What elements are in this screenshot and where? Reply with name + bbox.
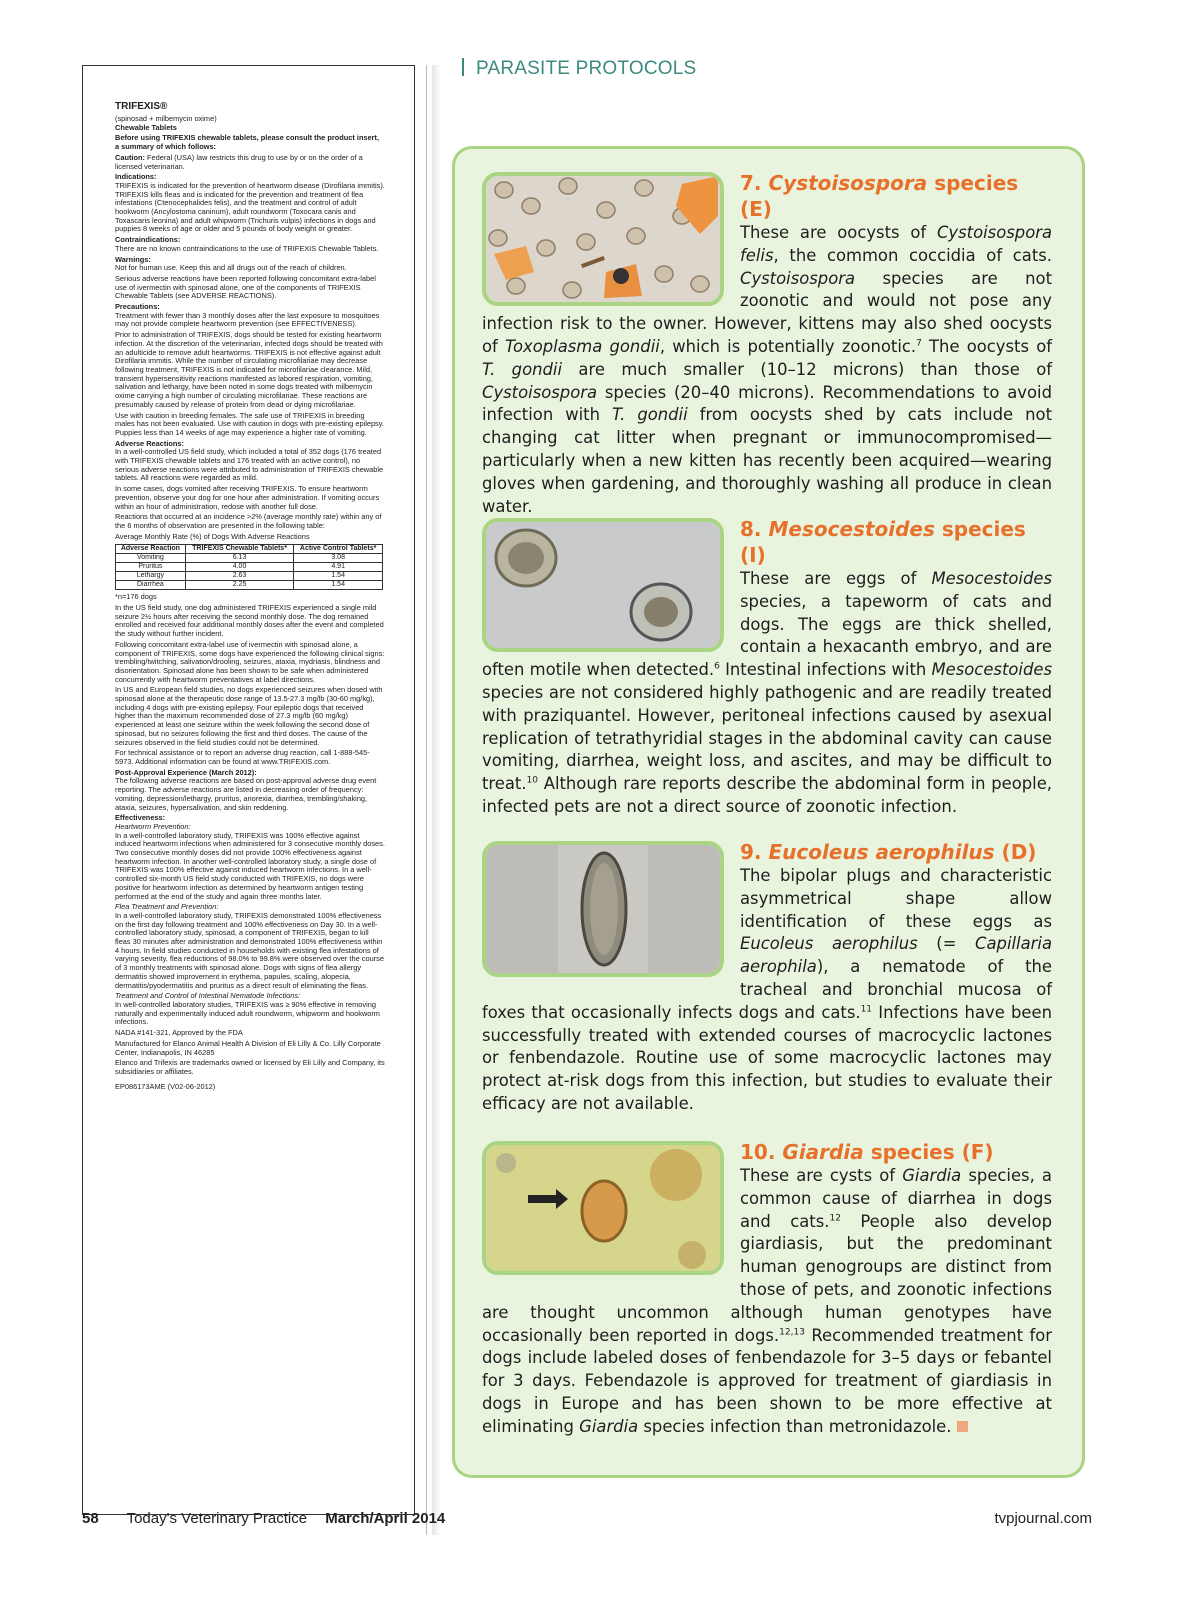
issue-date: March/April 2014 [325, 1510, 446, 1527]
table-cell: Diarrhea [116, 581, 186, 590]
table-cell: 4.00 [185, 563, 294, 572]
pi-precautions-1: Treatment with fewer than 3 monthly doses after the last exposure to mosquitoes may not provide complete heartworm prevention (see EFFECTIVENESS). [115, 310, 380, 329]
pi-nada: NADA #141-321, Approved by the FDA [115, 1028, 243, 1038]
pi-table-note: *n=176 dogs [115, 592, 157, 602]
section-mesocestoides [482, 516, 1052, 819]
prescribing-information-box [82, 65, 415, 1515]
pi-adverse-5: Following concomitant extra-label use of ivermectin with spinosad alone, a component of TRIFEXIS, some dogs have experienced the following clinical signs: trembling/twitching, salivation/drooling, seizures, ataxia, mydriasis, blindness and disorientation. Spinosad alone has been shown to be safe when administered concurrently with heartworm preventatives at label directions. [115, 639, 385, 684]
table-row [116, 563, 383, 572]
pi-warnings-2: Serious adverse reactions have been reported following concomitant extra-label use of ivermectin with spinosad alone, one of the components of TRIFEXIS Chewable Tablets (see ADVERSE REACTIONS). [115, 273, 376, 301]
table-row [116, 572, 383, 581]
section-9-heading: 9. Eucoleus aerophilus (D) [740, 840, 1037, 864]
pi-adverse-1: In a well-controlled US field study, which included a total of 352 dogs (176 treated with TRIFEXIS chewable tablets and 176 treated with an active control), no serious adverse reactions were attributed to administration of TRIFEXIS chewable tablets. All reactions were regarded as mild. [115, 447, 384, 483]
pi-heartworm-heading: Heartworm Prevention: [115, 821, 191, 831]
pi-adverse-6: In US and European field studies, no dogs experienced seizures when dosed with spinosad alone at the therapeutic dose range of 13.5-27.3 mg/lb (30-60 mg/kg), including 4 dogs with pre-existing epilepsy. Four epileptic dogs that received higher than the maximum recommended dose of 27.3 mg/lb (60 mg/kg) experienced at least one seizure within the week following the second dose of spinosad, but no seizures following the first and third doses. The cause of the seizures observed in the field studies could not be determined. [115, 685, 383, 747]
pi-precautions-2: Prior to administration of TRIFEXIS, dogs should be tested for existing heartworm infection. At the discretion of the veterinarian, infected dogs should be treated with an adulticide to remove adult heartworms. TRIFEXIS is not effective against adult Dirofilaria immitis. While the number of circulating microfilariae may decrease following treatment, TRIFEXIS is not indicated for microfilariae clearance. Mild, transient hypersensitivity reactions manifested as labored respiration, vomiting, salivation and lethargy, have been noted in some dogs treated with milbemycin oxime carrying a high number of circulating microfilariae. These reactions are presumably caused by release of protein from dead or dying microfilariae. [115, 330, 383, 409]
section-10-body: These are cysts of Giardia species, a common cause of diarrhea in dogs and cats.$^{12}$ People also develop giardiasis, but the predominant human genogroups are distinct from those of pets, and zoonotic infections are thought uncommon although human genotypes have occasionally been reported in dogs.$^{12,13}$ Recommended treatment for dogs include labeled doses of fenbendazole for 3–5 days or febantel for 3 days. Febendazole is approved for treatment of giardiasis in dogs in Europe and has been shown to be more effective at eliminating Giardia species infection than metronidazole. [482, 1166, 1052, 1436]
table-cell: 6.13 [185, 554, 294, 563]
pi-flea-heading: Flea Treatment and Prevention: [115, 902, 219, 912]
table-row [116, 554, 383, 563]
section-10-heading: 10. Giardia species (F) [740, 1140, 994, 1164]
page-footer [82, 1510, 1092, 1527]
pi-nematode: In well-controlled laboratory studies, TRIFEXIS was ≥ 90% effective in removing naturally and experimentally induced adult roundworm, whipworm and hookworm infections. [115, 999, 380, 1027]
pi-postapproval: The following adverse reactions are based on post-approval adverse drug event reporting. The adverse reactions are listed in decreasing order of frequency: vomiting, depression/lethargy, pruritus, anorexia, diarrhea, trembling/shaking, ataxia, seizures, hypersalivation, and skin reddening. [115, 776, 377, 812]
section-giardia [482, 1139, 1052, 1439]
table-header: TRIFEXIS Chewable Tablets* [185, 545, 294, 554]
section-9-body: The bipolar plugs and characteristic asymmetrical shape allow identification of these eggs as Eucoleus aerophilus (= Capillaria aerophila), a nematode of the tracheal and bronchial mucosa of foxes that occasionally infects dogs and cats.$^{11}$ Infections have been successfully treated with extended courses of macrocyclic lactones or fenbendazole. Routine use of some macrocyclic lactones may protect at-risk dogs from this infection, but studies to evaluate their efficacy are not available. [482, 866, 1052, 1113]
table-cell: 2.63 [185, 572, 294, 581]
pi-table-caption: Average Monthly Rate (%) of Dogs With Adverse Reactions [115, 531, 310, 541]
table-cell: 3.08 [294, 554, 383, 563]
pi-contra-heading: Contraindications: [115, 235, 181, 245]
pi-heartworm: In a well-controlled laboratory study, TRIFEXIS was 100% effective against induced heartworm infections when administered for 3 consecutive monthly doses. Two consecutive monthly doses did not provide 100% effectiveness against heartworm infection. In another well-controlled laboratory study, a single dose of TRIFEXIS was 100% effective against induced heartworm infections. In a well-controlled six-month US field study conducted with TRIFEXIS, no dogs were positive for heartworm infection as determined by heartworm antigen testing performed at the end of the study and again three months later. [115, 830, 385, 901]
table-cell: Vomiting [116, 554, 186, 563]
section-8-body: These are eggs of Mesocestoides species, a tapeworm of cats and dogs. The eggs are thick shelled, contain a hexacanth embryo, and are often motile when detected.$^6$ Intestinal infections with Mesocestoides species are not considered highly pathogenic and are readily treated with praziquantel. However, peritoneal infections caused by asexual replication of tetrathyridial stages in the abdominal cavity can cause vomiting, diarrhea, weight loss, and ascites, and may be difficult to treat.$^{10}$ Although rare reports describe the abdominal form in people, infected pets are not a direct source of zoonotic infection. [482, 569, 1052, 816]
pi-effectiveness-heading: Effectiveness: [115, 813, 166, 823]
pi-code: EP086173AME (V02-06-2012) [115, 1081, 216, 1091]
pi-contra: There are no known contraindications to the use of TRIFEXIS Chewable Tablets. [115, 243, 379, 253]
pi-manufacturer: Manufactured for Elanco Animal Health A Division of Eli Lilly & Co. Lilly Corporate Center, Indianapolis, IN 46285 [115, 1038, 381, 1057]
pi-indications-heading: Indications: [115, 172, 157, 182]
table-header: Adverse Reaction [116, 545, 186, 554]
pi-adverse-7: For technical assistance or to report an adverse drug reaction, call 1-888-545-5973. Additional information can be found at www.TRIFEXIS.com. [115, 748, 370, 766]
cystoisospora-oocysts-image [482, 172, 724, 306]
section-8-heading: 8. Mesocestoides species (I) [740, 517, 1026, 567]
column-divider [426, 65, 427, 1535]
page-gutter-shadow [432, 65, 442, 1535]
header-bar [462, 58, 464, 76]
table-cell: 4.91 [294, 563, 383, 572]
pi-brand: TRIFEXIS® [115, 101, 168, 112]
pi-intro: Before using TRIFEXIS chewable tablets, please consult the product insert, a summary of which follows: [115, 133, 380, 152]
section-7-body: These are oocysts of Cystoisospora felis, the common coccidia of cats. Cystoisospora species are not zoonotic and would not pose any infection risk to the owner. However, kittens may also shed oocysts of Toxoplasma gondii, which is potentially zoonotic.$^7$ The oocysts of T. gondii are much smaller (10–12 microns) than those of Cystoisospora species (20–40 microns). Recommendations to avoid infection with T. gondii from oocysts shed by cats include not changing cat litter when pregnant or immunocompromised—particularly when a new kitten has recently been acquired—wearing gloves when gardening, and thoroughly washing all produce in clean water. [482, 223, 1053, 516]
adverse-reactions-table [115, 544, 383, 590]
pi-warnings-heading: Warnings: [115, 254, 151, 264]
table-cell: 1.54 [294, 581, 383, 590]
table-cell: 1.54 [294, 572, 383, 581]
pi-warnings-1: Not for human use. Keep this and all drugs out of the reach of children. [115, 263, 347, 273]
pi-flea: In a well-controlled laboratory study, TRIFEXIS demonstrated 100% effectiveness on the first day following treatment and 100% effectiveness on Day 30. In a well-controlled laboratory study, spinosad, a component of TRIFEXIS, began to kill fleas 30 minutes after administration and demonstrated 100% effectiveness within 4 hours. In field studies conducted in households with existing flea infestations of varying severity, flea reductions of 98.0% to 99.8% were observed over the course of 3 monthly treatments with spinosad alone. Dogs with signs of flea allergy dermatitis showed improvement in erythema, papules, scaling, alopecia, dermatitis/pyodermatitis and pruritus as a direct result of eliminating the fleas. [115, 910, 384, 990]
pi-adverse-3: Reactions that occurred at an incidence >2% (average monthly rate) within any of the 6 months of observation are presented in the following table: [115, 512, 382, 530]
section-7-heading: 7. Cystoisospora species (E) [740, 171, 1019, 221]
pi-form: Chewable Tablets [115, 122, 177, 132]
section-cystoisospora [482, 170, 1052, 518]
pi-adverse-heading: Adverse Reactions: [115, 438, 185, 448]
eucoleus-egg-image [482, 841, 724, 977]
pi-adverse-4: In the US field study, one dog administered TRIFEXIS experienced a single mild seizure 2½ hours after receiving the second monthly dose. The dog remained enrolled and received four additional monthly doses after the event and completed the study without further incident. [115, 603, 384, 639]
end-mark-icon [957, 1421, 968, 1432]
table-cell: Pruritus [116, 563, 186, 572]
website-url: tvpjournal.com [994, 1510, 1092, 1527]
pi-adverse-2: In some cases, dogs vomited after receiving TRIFEXIS. To ensure heartworm prevention, observe your dog for one hour after administration. If vomiting occurs within an hour of administration, redose with another full dose. [115, 484, 380, 511]
pi-precautions-3: Use with caution in breeding females. The safe use of TRIFEXIS in breeding males has not been evaluated. Use with caution in dogs with pre-existing epilepsy. Puppies less than 14 weeks of age may experience a higher rate of vomiting. [115, 410, 384, 437]
section-header [462, 58, 696, 80]
pi-nematode-heading: Treatment and Control of Intestinal Nematode Infections: [115, 991, 301, 1001]
giardia-cyst-image [482, 1141, 724, 1275]
table-row [116, 581, 383, 590]
pi-postapproval-heading: Post-Approval Experience (March 2012): [115, 767, 257, 777]
table-cell: Lethargy [116, 572, 186, 581]
table-cell: 2.25 [185, 581, 294, 590]
pi-indications: TRIFEXIS is indicated for the prevention of heartworm disease (Dirofilaria immitis). TRIFEXIS kills fleas and is indicated for the prevention and treatment of flea infestations (Ctenocephalides felis), and the treatment and control of adult hookworm (Ancylostoma caninum), adult roundworm (Toxocara canis and Toxascaris leonina) and adult whipworm (Trichuris vulpis) infections in dogs and puppies 8 weeks of age or older and 5 pounds of body weight or greater. [115, 180, 385, 234]
pi-generic: (spinosad + milbemycin oxime) [115, 114, 217, 123]
magazine-name: Today's Veterinary Practice [126, 1510, 308, 1527]
table-header: Active Control Tablets* [294, 545, 383, 554]
pi-precautions-heading: Precautions: [115, 302, 160, 312]
pi-trademark: Elanco and Trifexis are trademarks owned or licensed by Eli Lilly and Company, its subsidiaries or affiliates. [115, 1058, 385, 1076]
pi-caution: Caution: Federal (USA) law restricts this drug to use by or on the order of a licensed veterinarian. [115, 152, 363, 171]
section-eucoleus [482, 839, 1052, 1116]
mesocestoides-eggs-image [482, 518, 724, 652]
page-number: 58 [82, 1510, 99, 1527]
header-title: PARASITE PROTOCOLS [476, 58, 697, 79]
